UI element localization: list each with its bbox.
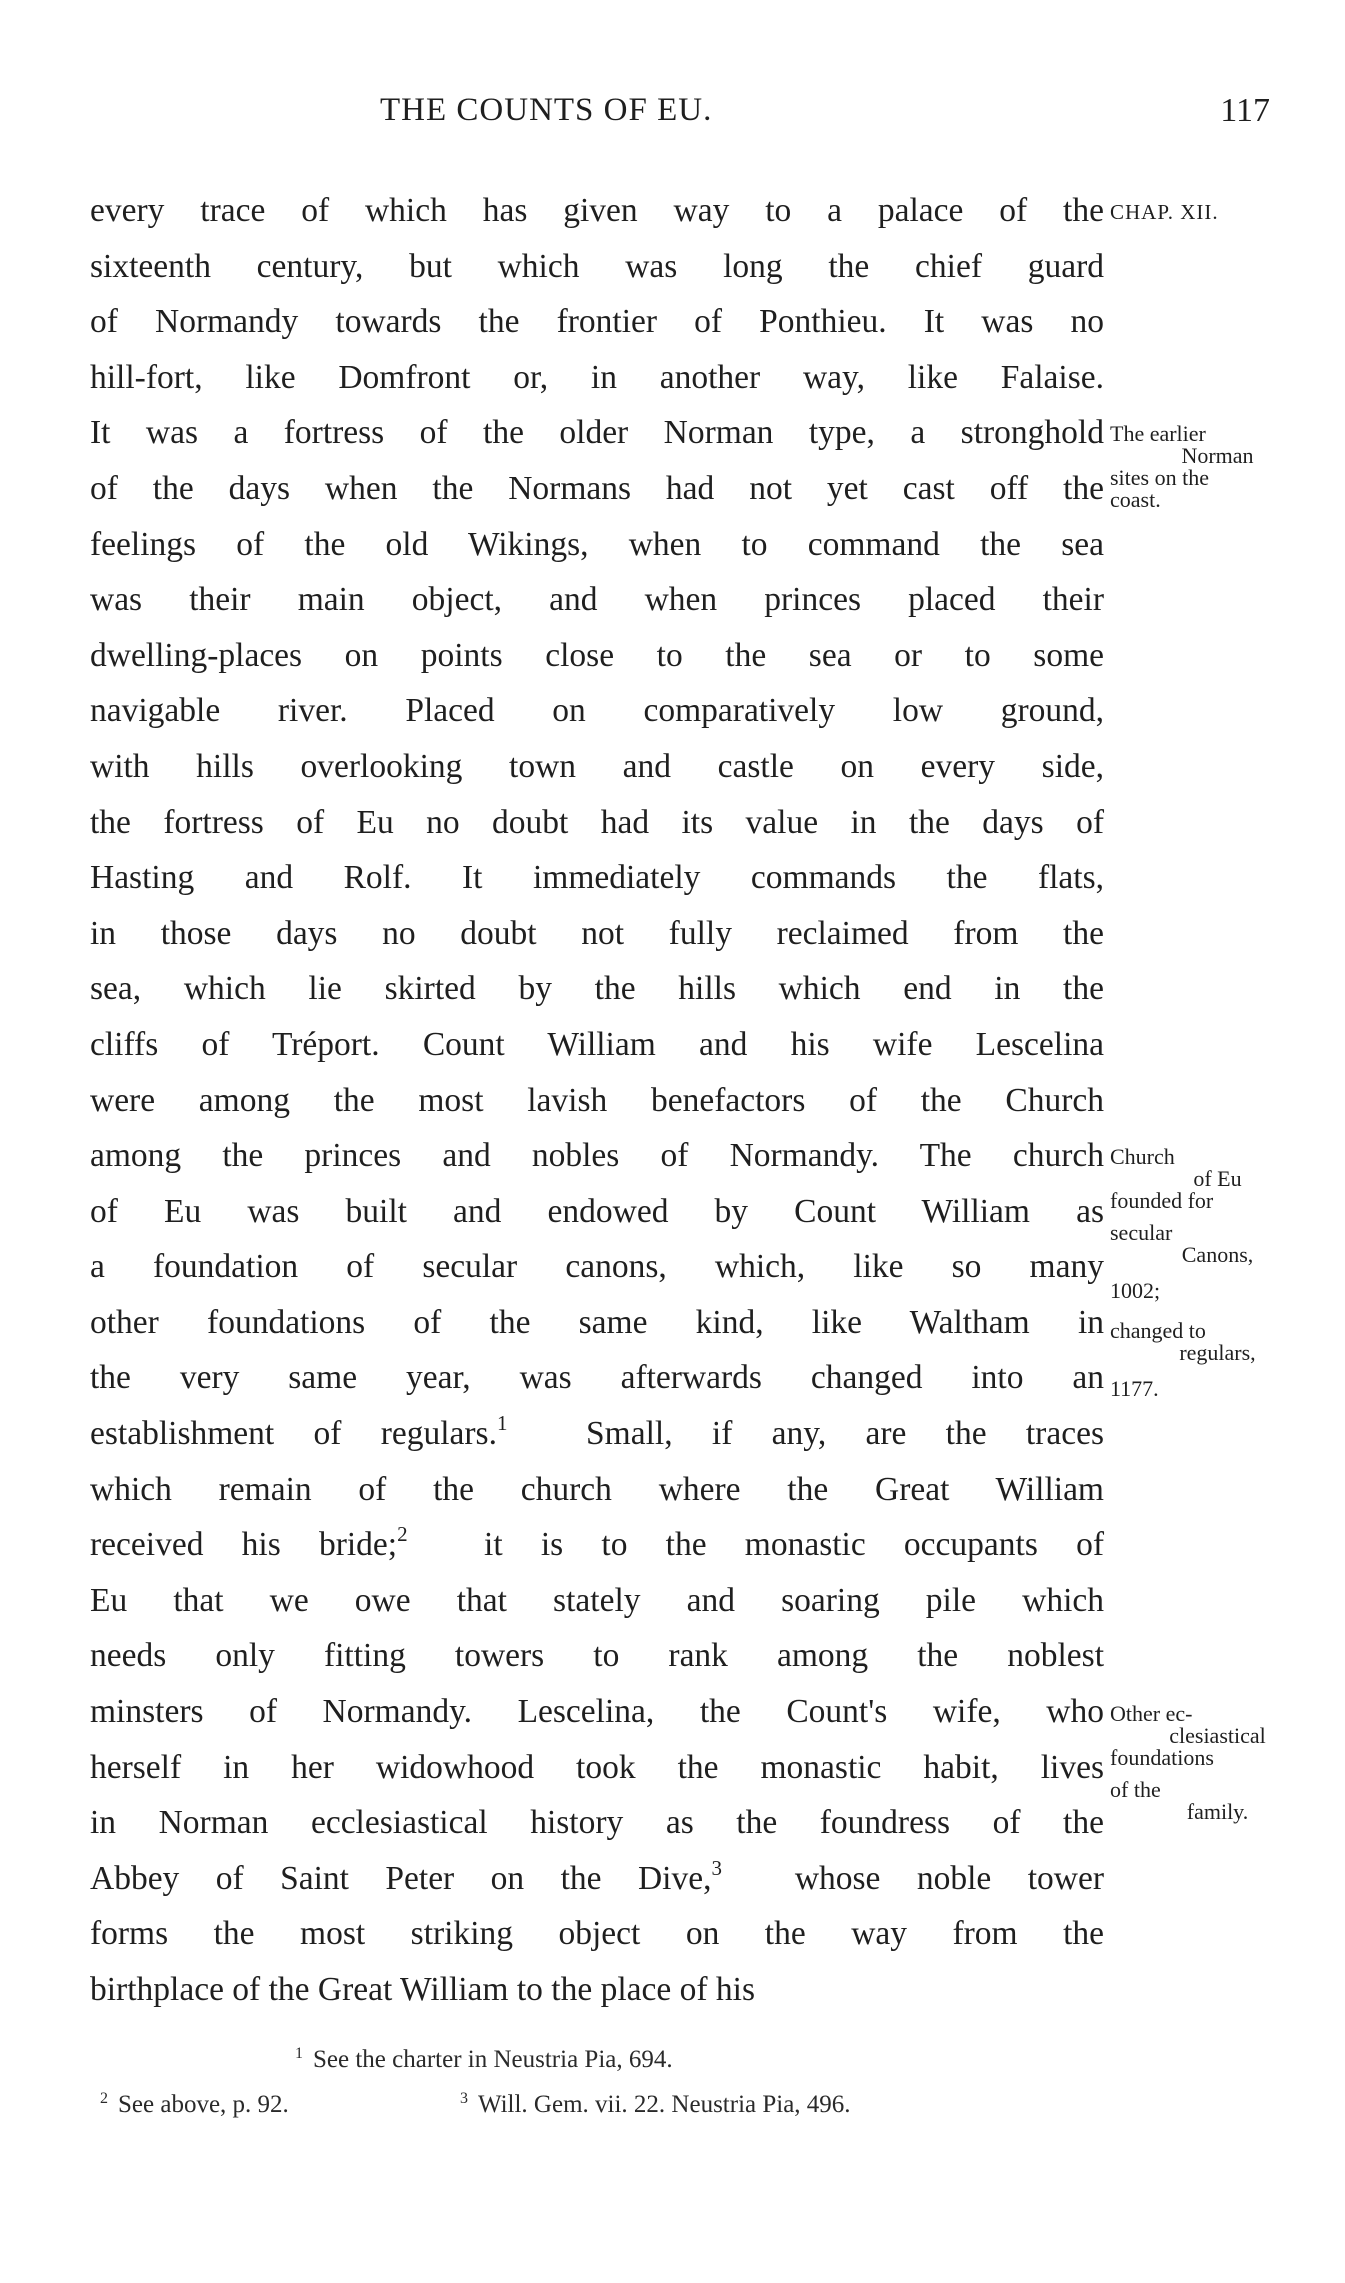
margin-note-norman-sites: [1110, 423, 1325, 511]
text-line: birthplace of the Great William to the place of his: [90, 1971, 756, 2008]
note-line: family.: [1186, 1799, 1249, 1824]
text-segment: it is to the monastic occupants of: [484, 1526, 1104, 1564]
text-segment: establishment of regulars.: [90, 1415, 497, 1453]
note-line: Other ec-: [1110, 1701, 1193, 1726]
text-line: [90, 1517, 1104, 1573]
page-number: 117: [1220, 92, 1270, 129]
chapter-marker: CHAP. XII.: [1110, 200, 1219, 224]
note-line: 1177.: [1110, 1376, 1159, 1401]
text-line: sixteenth century, but which was long the chief guard: [90, 247, 1104, 285]
text-line: with hills overlooking town and castle on every side,: [90, 747, 1104, 785]
footnote-mark: 2: [100, 2090, 108, 2107]
footnote-1: [295, 2045, 673, 2074]
note-line: Norman: [1181, 443, 1254, 468]
text-line: Hasting and Rolf. It immediately commands the flats,: [90, 859, 1104, 897]
text-line: feelings of the old Wikings, when to command the sea: [90, 525, 1104, 563]
note-line: Canons,: [1181, 1242, 1254, 1267]
text-line: dwelling-places on points close to the sea or to some: [90, 636, 1104, 674]
text-segment: received his bride;: [90, 1526, 398, 1564]
text-line: was their main object, and when princes placed their: [90, 581, 1104, 619]
text-segment: Small, if any, are the traces: [586, 1415, 1104, 1453]
footnote-text: See the charter in Neustria Pia, 694.: [313, 2046, 673, 2073]
text-line: were among the most lavish benefactors of the Church: [90, 1081, 1104, 1119]
margin-note-church-of-eu: [1110, 1146, 1325, 1400]
text-line: a foundation of secular canons, which, like so many: [90, 1248, 1104, 1286]
text-line: It was a fortress of the older Norman type, a stronghold: [90, 414, 1104, 452]
text-segment: Abbey of Saint Peter on the Dive,: [90, 1859, 712, 1897]
text-line: in Norman ecclesiastical history as the foundress of the: [90, 1804, 1104, 1842]
footnote-mark: 1: [295, 2045, 303, 2062]
note-line: coast.: [1110, 487, 1161, 512]
text-line: of Normandy towards the frontier of Ponthieu. It was no: [90, 303, 1104, 341]
note-line: The earlier: [1110, 421, 1206, 446]
note-line: of the: [1110, 1777, 1161, 1802]
text-line: which remain of the church where the Great William: [90, 1470, 1104, 1508]
text-line: of Eu was built and endowed by Count William as: [90, 1192, 1104, 1230]
note-line: of Eu: [1193, 1166, 1242, 1191]
note-line: foundations: [1110, 1745, 1214, 1770]
note-line: 1002;: [1110, 1278, 1161, 1303]
note-line: sites on the: [1110, 465, 1209, 490]
footnote-3: [460, 2090, 851, 2119]
text-line: [90, 1406, 1104, 1462]
text-line: navigable river. Placed on comparatively low ground,: [90, 692, 1104, 730]
footnote-2: [100, 2090, 289, 2119]
text-line: forms the most striking object on the way from the: [90, 1915, 1104, 1953]
footnote-mark: 3: [460, 2090, 468, 2107]
footnote-ref[interactable]: 3: [711, 1855, 722, 1880]
note-line: founded for: [1110, 1188, 1214, 1213]
text-line: Eu that we owe that stately and soaring pile which: [90, 1581, 1104, 1619]
text-line: needs only fitting towers to rank among the noblest: [90, 1637, 1104, 1675]
text-line: [90, 1851, 1104, 1907]
footnote-text: Will. Gem. vii. 22. Neustria Pia, 496.: [478, 2091, 851, 2118]
text-line: hill-fort, like Domfront or, in another way, like Falaise.: [90, 358, 1104, 396]
text-segment: whose noble tower: [794, 1859, 1104, 1897]
footnote-ref[interactable]: 1: [496, 1411, 508, 1436]
text-line: the fortress of Eu no doubt had its value in the days of: [90, 803, 1104, 841]
running-head: THE COUNTS OF EU.: [380, 92, 713, 128]
text-line: of the days when the Normans had not yet cast off the: [90, 469, 1104, 507]
main-text: [90, 183, 1104, 2018]
text-line: herself in her widowhood took the monastic habit, lives: [90, 1748, 1104, 1786]
text-line: in those days no doubt not fully reclaimed from the: [90, 914, 1104, 952]
note-line: regulars,: [1179, 1340, 1256, 1365]
footnote-ref[interactable]: 2: [397, 1522, 408, 1547]
note-line: clesiastical: [1169, 1723, 1266, 1748]
margin-note-other-foundations: [1110, 1703, 1325, 1823]
text-line: among the princes and nobles of Normandy. The church: [90, 1137, 1104, 1175]
note-line: changed to: [1110, 1318, 1206, 1343]
text-line: sea, which lie skirted by the hills which end in the: [90, 970, 1104, 1008]
footnote-text: See above, p. 92.: [118, 2091, 289, 2118]
note-line: secular: [1110, 1220, 1173, 1245]
text-line: other foundations of the same kind, like Waltham in: [90, 1303, 1104, 1341]
note-line: Church: [1110, 1144, 1175, 1169]
text-line: the very same year, was afterwards changed into an: [90, 1359, 1104, 1397]
text-line: cliffs of Tréport. Count William and his wife Lescelina: [90, 1025, 1104, 1063]
text-line: minsters of Normandy. Lescelina, the Count's wife, who: [90, 1693, 1104, 1731]
page-header: [90, 92, 1270, 142]
text-line: every trace of which has given way to a palace of the: [90, 192, 1104, 229]
